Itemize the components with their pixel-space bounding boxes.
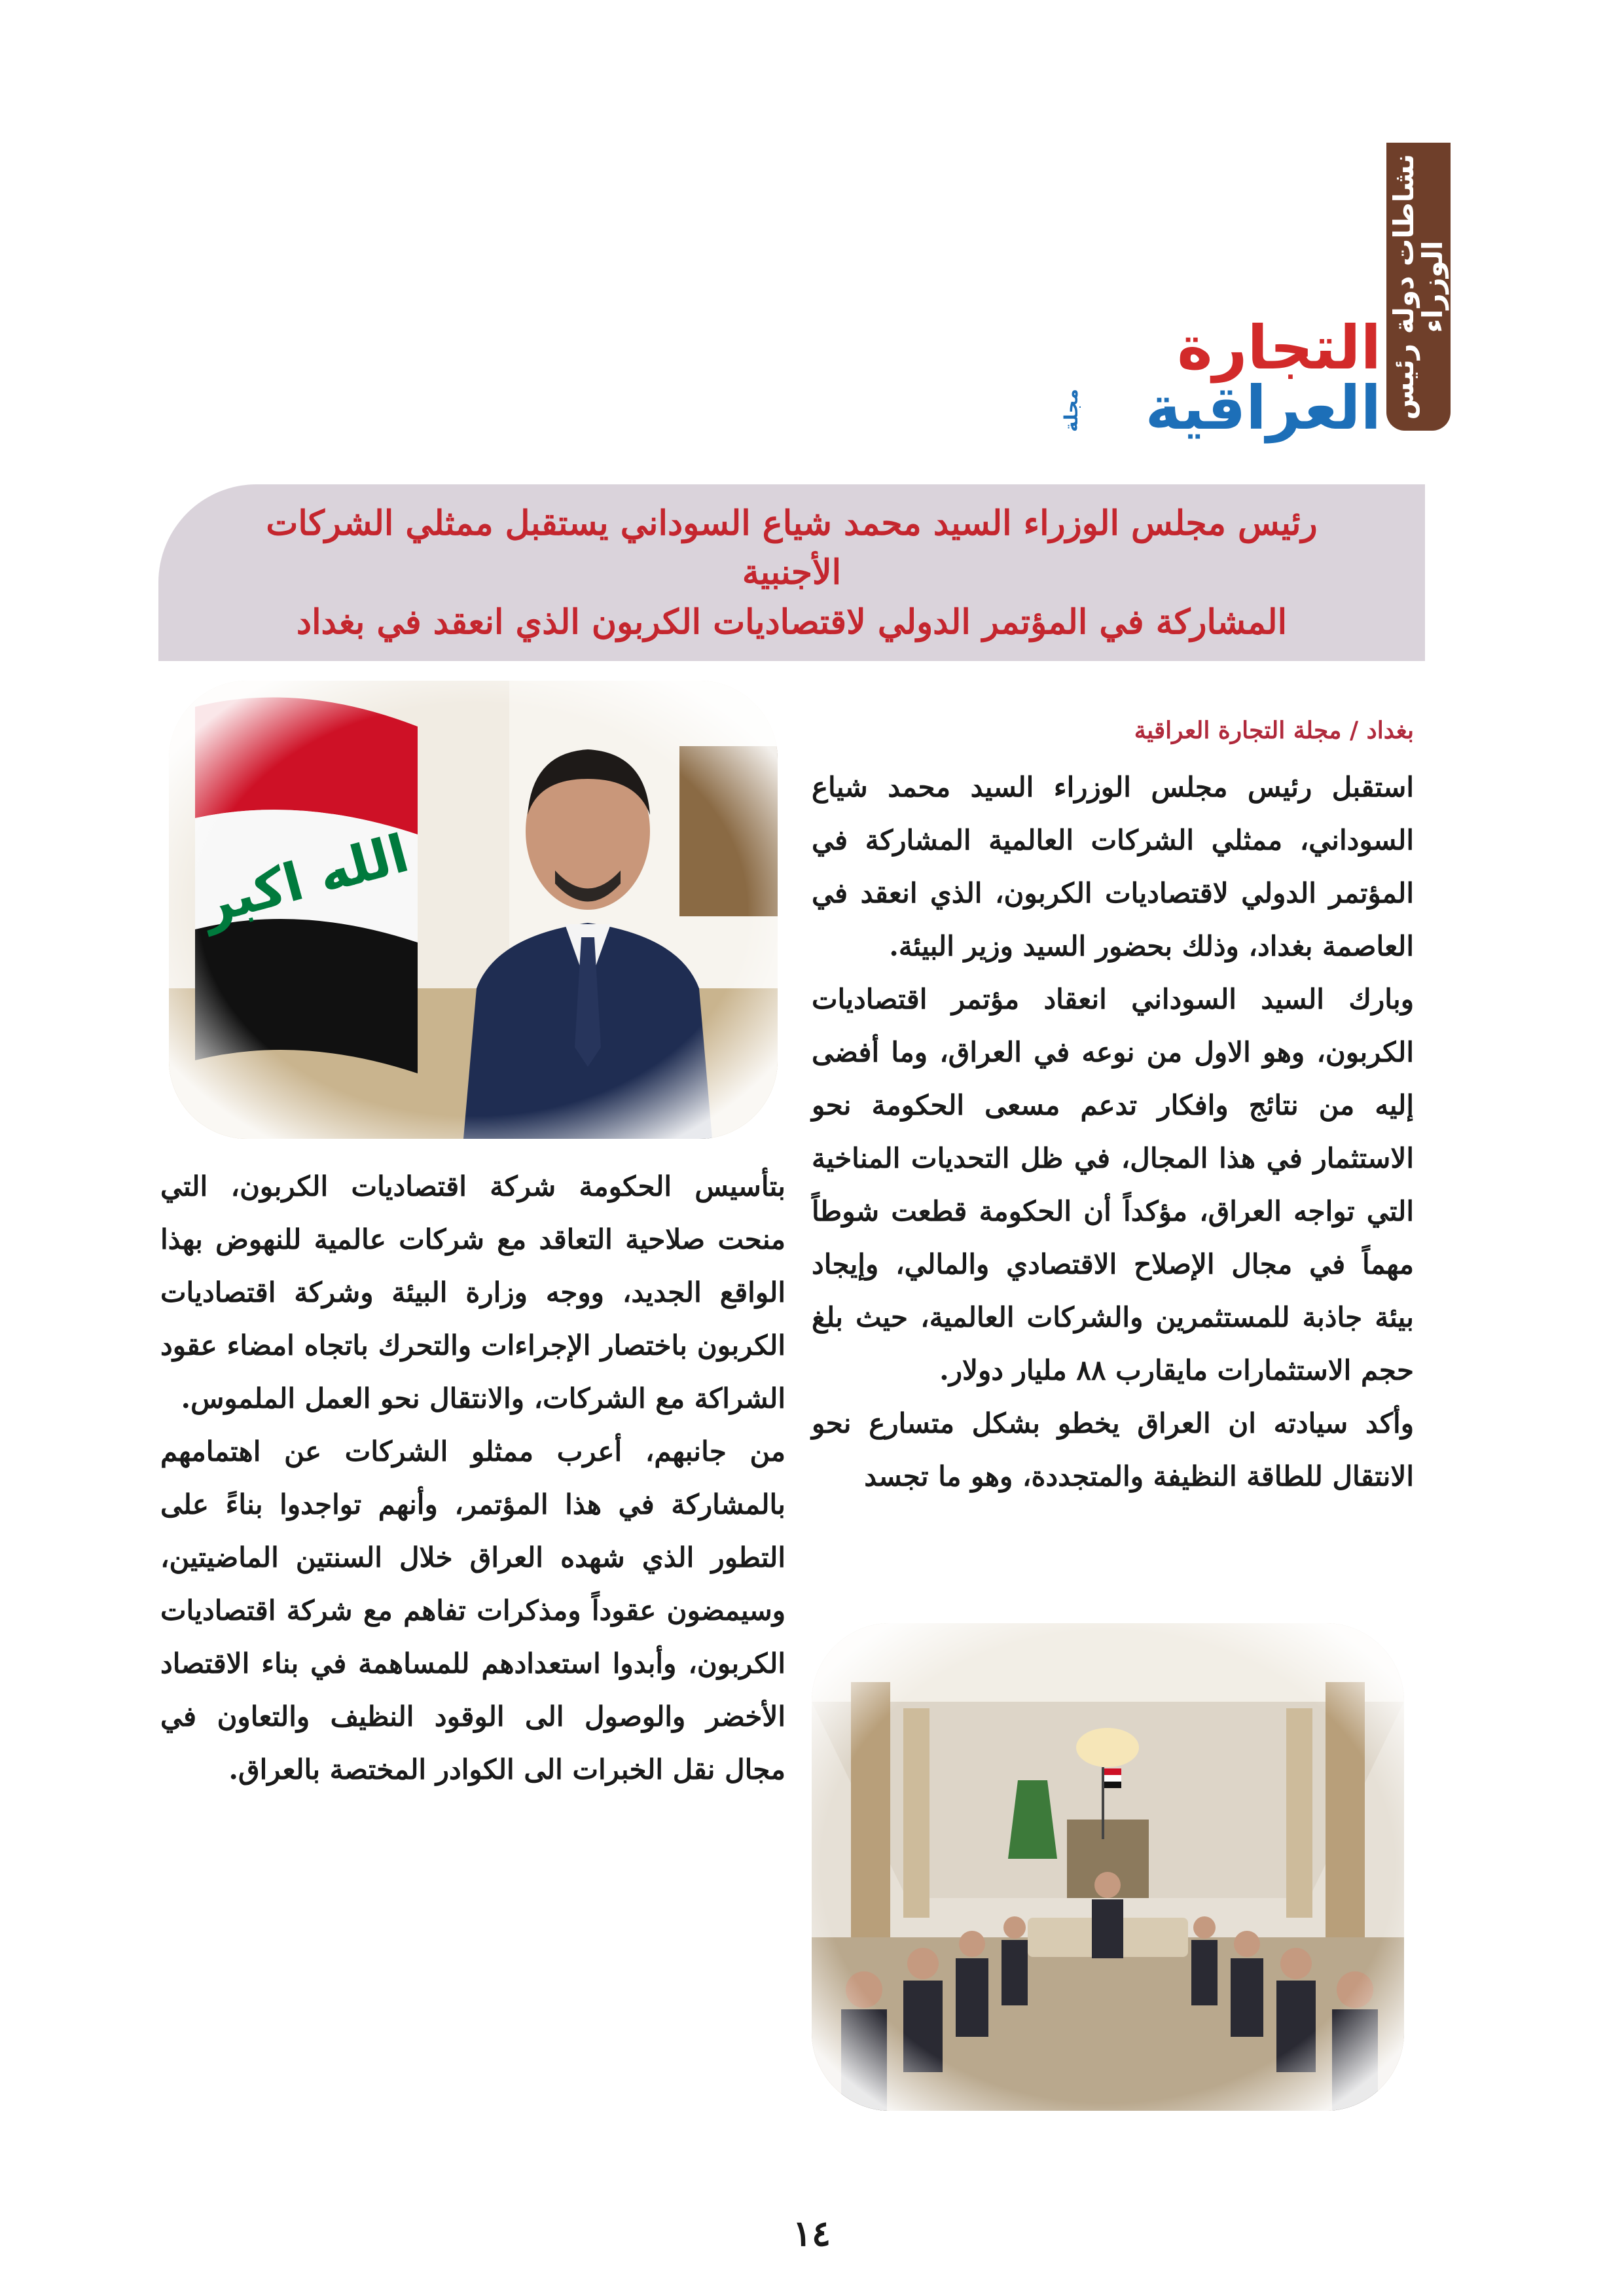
headline-line-2: المشاركة في المؤتمر الدولي لاقتصاديات الكربون الذي انعقد في بغداد: [296, 601, 1288, 642]
paragraph-companies-response: من جانبهم، أعرب ممثلو الشركات عن اهتمامهم بالمشاركة في هذا المؤتمر، وأنهم تواجدوا بناءً على التطور الذي شهده العراق خلال السنتين الماضيتين، وسيمضون عقوداً ومذكرات تفاهم مع شركة اقتصاديات الكربون، وأبدوا استعدادهم للمساهمة في بناء الاقتصاد الأخضر والوصول الى الوقود النظيف والتعاون في مجال نقل الخبرات الى الكوادر المختصة بالعراق.: [160, 1435, 785, 1785]
paragraph-carbon-company: بتأسيس الحكومة شركة اقتصاديات الكربون، التي منحت صلاحية التعاقد مع شركات عالمية للنهوض بهذا الواقع الجديد، ووجه وزارة البيئة وشركة اقتصاديات الكربون باختصار الإجراءات والتحرك باتجاه امضاء عقود الشراكة مع الشركات، والانتقال نحو العمل الملموس.: [160, 1170, 785, 1414]
meeting-photo: [812, 1623, 1404, 2111]
page-number: ١٤: [792, 2212, 831, 2254]
prime-minister-photo: [169, 681, 778, 1139]
paragraph-clean-energy: وأكد سيادته ان العراق يخطو بشكل متسارع نحو الانتقال للطاقة النظيفة والمتجددة، وهو ما تجسد: [812, 1407, 1414, 1492]
headline-line-1: رئيس مجلس الوزراء السيد محمد شياع السوداني يستقبل ممثلي الشركات الأجنبية: [266, 503, 1318, 593]
logo-word-trade: التجارة: [1177, 313, 1381, 383]
paragraph-intro: استقبل رئيس مجلس الوزراء السيد محمد شياع السوداني، ممثلي الشركات العالمية المشاركة في المؤتمر الدولي لاقتصاديات الكربون، الذي انعقد في العاصمة بغداد، وذلك بحضور السيد وزير البيئة.: [812, 771, 1414, 962]
logo-word-iraqi: العراقية: [1145, 373, 1381, 443]
article-byline: بغداد / مجلة التجارة العراقية: [1134, 717, 1414, 744]
headline-banner: [158, 484, 1425, 661]
logo-title: [1089, 313, 1381, 443]
meeting-photo-illustration: [812, 1623, 1404, 2111]
article-column-left: [160, 1160, 785, 1796]
section-tab: [1386, 143, 1451, 431]
paragraph-blessing: وبارك السيد السوداني انعقاد مؤتمر اقتصاديات الكربون، وهو الاول من نوعه في العراق، وما أفضى إليه من نتائج وافكار تدعم مسعى الحكومة نحو الاستثمار في هذا المجال، في ظل التحديات المناخية التي تواجه العراق، مؤكداً أن الحكومة قطعت شوطاً مهماً في مجال الإصلاح الاقتصادي والمالي، وإيجاد بيئة جاذبة للمستثمرين والشركات العالمية، حيث بلغ حجم الاستثمارات مايقارب ٨٨ مليار دولار.: [812, 983, 1415, 1386]
article-column-right: [812, 761, 1414, 1503]
prime-minister-photo-illustration: [169, 681, 778, 1139]
section-tab-label: نشاطات دولة رئيس الوزراء: [1387, 153, 1449, 420]
logo-magazine-label: مجلة: [1060, 389, 1082, 432]
magazine-logo: [1060, 313, 1381, 443]
